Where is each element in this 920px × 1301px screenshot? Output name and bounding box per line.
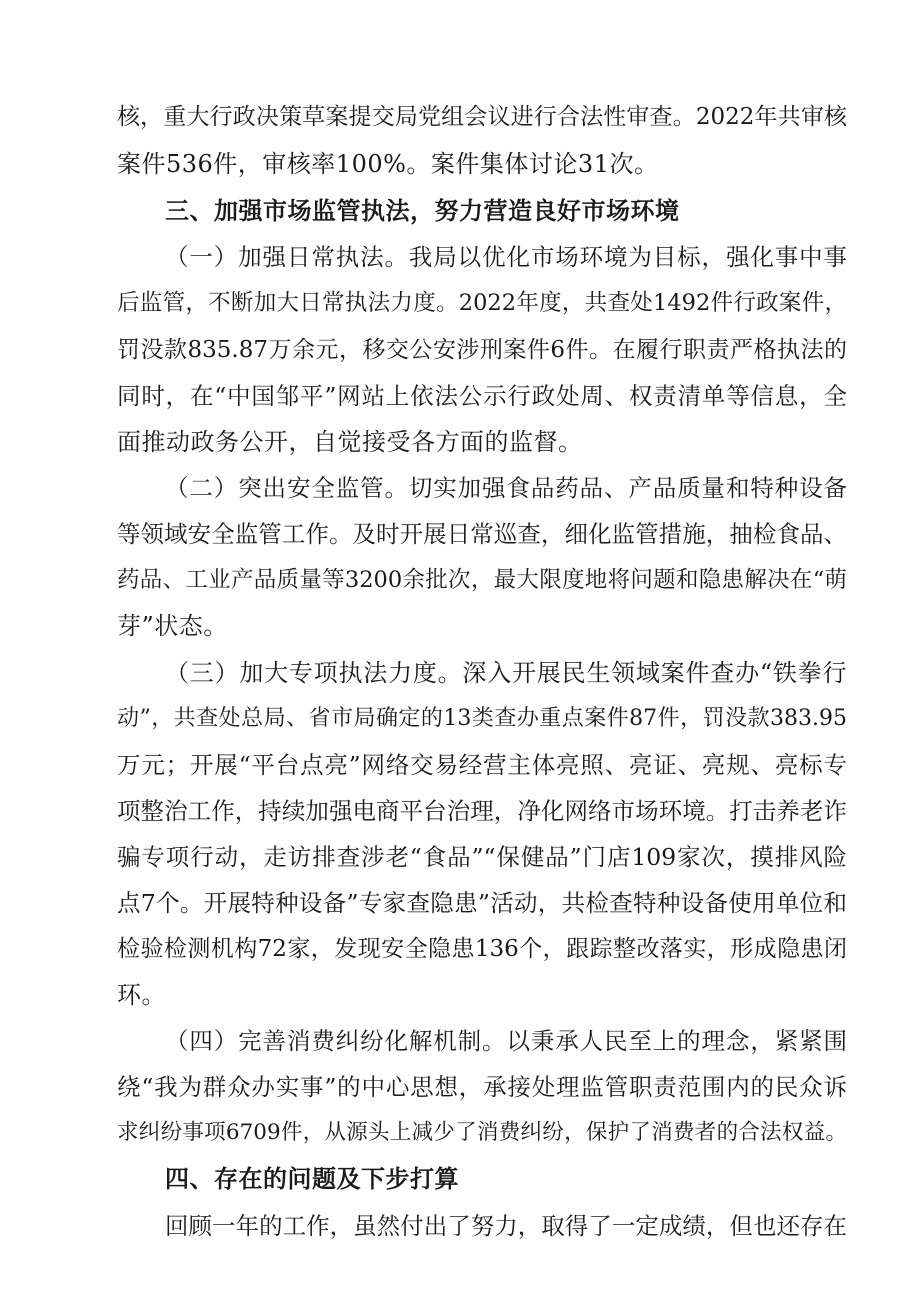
- body-text-line: 药品、工业产品质量等3200余批次，最大限度地将问题和隐患解决在“萌: [117, 567, 847, 593]
- body-text-line: （三）加大专项执法力度。深入开展民生领域案件查办“铁拳行: [165, 659, 847, 687]
- body-text-line: 核，重大行政决策草案提交局党组会议进行合法性审查。2022年共审核: [117, 104, 847, 130]
- body-text-line: 同时，在“中国邹平”网站上依法公示行政处周、权责清单等信息，全: [117, 382, 847, 410]
- body-text-line: （四）完善消费纠纷化解机制。以秉承人民至上的理念，紧紧围: [165, 1027, 847, 1055]
- section-heading: 三、加强市场监管执法，努力营造良好市场环境: [165, 197, 680, 225]
- body-text-line: 骗专项行动，走访排查涉老“食品”“保健品”门店109家次，摸排风险: [117, 843, 847, 871]
- body-text-line: 罚没款835.87万余元，移交公安涉刑案件6件。在履行职责严格执法的: [117, 337, 847, 363]
- body-text-line: 动”，共查处总局、省市局确定的13类查办重点案件87件，罚没款383.95: [117, 706, 847, 731]
- body-text-line: 后监管，不断加大日常执法力度。2022年度，共查处1492件行政案件，: [117, 290, 847, 316]
- body-text-line: 求纠纷事项6709件，从源头上减少了消费纠纷，保护了消费者的合法权益。: [117, 1120, 847, 1145]
- body-text-line: 环。: [117, 981, 166, 1009]
- body-text-line: 检验检测机构72家，发现安全隐患136个，跟踪整改落实，形成隐患闭: [117, 936, 847, 962]
- section-heading: 四、存在的问题及下步打算: [165, 1165, 459, 1193]
- body-text-line: 回顾一年的工作，虽然付出了努力，取得了一定成绩，但也还存在: [165, 1212, 847, 1240]
- body-text-line: 绕“我为群众办实事”的中心思想，承接处理监管职责范围内的民众诉: [117, 1073, 847, 1101]
- body-text-line: 案件536件，审核率100%。案件集体讨论31次。: [117, 150, 659, 178]
- body-text-line: 等领域安全监管工作。及时开展日常巡查，细化监管措施，抽检食品、: [117, 520, 847, 548]
- body-text-line: 面推动政务公开，自觉接受各方面的监督。: [117, 428, 583, 456]
- body-text-line: 万元；开展“平台点亮”网络交易经营主体亮照、亮证、亮规、亮标专: [117, 751, 847, 779]
- body-text-line: 项整治工作，持续加强电商平台治理，净化网络市场环境。打击养老诈: [117, 797, 847, 825]
- body-text-line: （二）突出安全监管。切实加强食品药品、产品质量和特种设备: [165, 474, 847, 502]
- body-text-line: 点7个。开展特种设备”专家查隐患”活动，共检查特种设备使用单位和: [117, 889, 847, 917]
- body-text-line: 芽”状态。: [117, 612, 228, 640]
- body-text-line: （一）加强日常执法。我局以优化市场环境为目标，强化事中事: [165, 243, 847, 271]
